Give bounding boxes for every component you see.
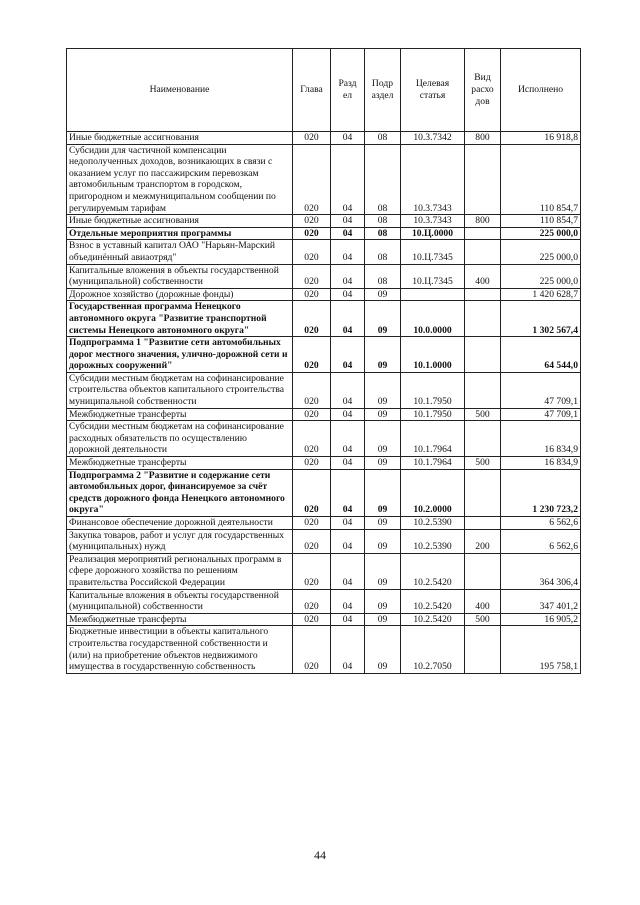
cell-section: 04 (331, 553, 365, 589)
cell-expense-type (465, 144, 501, 215)
cell-chapter: 020 (293, 457, 331, 470)
cell-executed: 1 230 723,2 (501, 469, 581, 516)
cell-target: 10.1.7950 (401, 372, 465, 408)
cell-executed: 225 000,0 (501, 264, 581, 288)
cell-executed: 16 834,9 (501, 457, 581, 470)
cell-expense-type: 200 (465, 529, 501, 553)
cell-section: 04 (331, 264, 365, 288)
table-row (67, 372, 581, 408)
cell-section: 04 (331, 372, 365, 408)
cell-executed: 110 854,7 (501, 215, 581, 228)
cell-subsection: 09 (365, 529, 401, 553)
cell-name: Капитальные вложения в объекты государственной (муниципальной) собственности (67, 589, 293, 613)
cell-name: Межбюджетные трансферты (67, 457, 293, 470)
table-row (67, 264, 581, 288)
cell-executed: 47 709,1 (501, 408, 581, 421)
cell-expense-type: 500 (465, 457, 501, 470)
cell-name: Субсидии для частичной компенсации недополученных доходов, возникающих в связи с оказанием услуг по пассажирским перевозкам автомобильным транспортом в городском, пригородном и межмуниципальном сообщении по регулируемым тарифам (67, 144, 293, 215)
cell-section: 04 (331, 517, 365, 530)
table-header-row (67, 49, 581, 132)
cell-section: 04 (331, 408, 365, 421)
table-row (67, 613, 581, 626)
cell-subsection: 09 (365, 553, 401, 589)
cell-section: 04 (331, 215, 365, 228)
cell-chapter: 020 (293, 626, 331, 673)
cell-expense-type: 800 (465, 215, 501, 228)
header-chapter: Глава (293, 49, 331, 132)
cell-name: Отдельные мероприятия программы (67, 227, 293, 240)
cell-target: 10.2.5390 (401, 529, 465, 553)
cell-executed: 110 854,7 (501, 144, 581, 215)
cell-executed: 225 000,0 (501, 240, 581, 264)
cell-name: Субсидии местным бюджетам на софинансирование расходных обязательств по осуществлению дорожной деятельности (67, 421, 293, 457)
cell-subsection: 08 (365, 240, 401, 264)
table-body (67, 132, 581, 674)
cell-target: 10.3.7343 (401, 144, 465, 215)
cell-expense-type (465, 469, 501, 516)
cell-expense-type (465, 337, 501, 373)
cell-section: 04 (331, 626, 365, 673)
cell-chapter: 020 (293, 589, 331, 613)
cell-section: 04 (331, 144, 365, 215)
cell-target: 10.3.7343 (401, 215, 465, 228)
cell-expense-type (465, 227, 501, 240)
header-expense-type: Вид расхо дов (465, 49, 501, 132)
cell-subsection: 09 (365, 626, 401, 673)
cell-chapter: 020 (293, 337, 331, 373)
table-row (67, 288, 581, 301)
cell-executed: 1 420 628,7 (501, 288, 581, 301)
cell-target: 10.2.0000 (401, 469, 465, 516)
cell-target: 10.1.7950 (401, 408, 465, 421)
budget-execution-table (66, 48, 581, 674)
cell-section: 04 (331, 227, 365, 240)
cell-target: 10.2.5420 (401, 589, 465, 613)
cell-expense-type: 400 (465, 589, 501, 613)
cell-section: 04 (331, 337, 365, 373)
cell-subsection: 08 (365, 144, 401, 215)
cell-section: 04 (331, 613, 365, 626)
cell-name: Бюджетные инвестиции в объекты капитального строительства государственной собственности и (или) на приобретение объектов недвижимого имущества в государственную собственность (67, 626, 293, 673)
cell-target: 10.1.7964 (401, 457, 465, 470)
cell-executed: 64 544,0 (501, 337, 581, 373)
cell-name: Государственная программа Ненецкого автономного округа "Развитие транспортной системы Ненецкого автономного округа" (67, 301, 293, 337)
cell-target: 10.1.0000 (401, 337, 465, 373)
cell-expense-type (465, 301, 501, 337)
header-target: Целевая статья (401, 49, 465, 132)
cell-target: 10.0.0000 (401, 301, 465, 337)
cell-subsection: 09 (365, 613, 401, 626)
cell-chapter: 020 (293, 408, 331, 421)
cell-name: Капитальные вложения в объекты государственной (муниципальной) собственности (67, 264, 293, 288)
cell-expense-type (465, 517, 501, 530)
table-row (67, 517, 581, 530)
cell-subsection: 09 (365, 408, 401, 421)
cell-subsection: 08 (365, 264, 401, 288)
cell-target: 10.Ц.7345 (401, 240, 465, 264)
header-section: Разд ел (331, 49, 365, 132)
cell-section: 04 (331, 469, 365, 516)
cell-target: 10.2.5420 (401, 553, 465, 589)
cell-target: 10.3.7342 (401, 132, 465, 145)
cell-chapter: 020 (293, 469, 331, 516)
cell-section: 04 (331, 529, 365, 553)
cell-subsection: 08 (365, 227, 401, 240)
cell-expense-type: 400 (465, 264, 501, 288)
table-row (67, 529, 581, 553)
page-number: 44 (314, 848, 326, 862)
cell-executed: 6 562,6 (501, 517, 581, 530)
cell-chapter: 020 (293, 144, 331, 215)
cell-section: 04 (331, 301, 365, 337)
cell-expense-type: 500 (465, 613, 501, 626)
cell-expense-type (465, 240, 501, 264)
table-row (67, 469, 581, 516)
cell-section: 04 (331, 288, 365, 301)
cell-executed: 47 709,1 (501, 372, 581, 408)
cell-section: 04 (331, 421, 365, 457)
cell-target: 10.1.7964 (401, 421, 465, 457)
cell-chapter: 020 (293, 227, 331, 240)
cell-name: Подпрограмма 1 "Развитие сети автомобильных дорог местного значения, улично-дорожной сети и дорожных сооружений" (67, 337, 293, 373)
cell-chapter: 020 (293, 215, 331, 228)
cell-subsection: 09 (365, 301, 401, 337)
cell-executed: 1 302 567,4 (501, 301, 581, 337)
cell-chapter: 020 (293, 529, 331, 553)
cell-chapter: 020 (293, 517, 331, 530)
table-row (67, 227, 581, 240)
cell-target: 10.Ц.0000 (401, 227, 465, 240)
cell-name: Межбюджетные трансферты (67, 408, 293, 421)
table-row (67, 337, 581, 373)
cell-target (401, 288, 465, 301)
table-row (67, 626, 581, 673)
cell-subsection: 08 (365, 132, 401, 145)
table-row (67, 408, 581, 421)
cell-section: 04 (331, 132, 365, 145)
cell-target: 10.2.5420 (401, 613, 465, 626)
cell-target: 10.2.7050 (401, 626, 465, 673)
cell-executed: 6 562,6 (501, 529, 581, 553)
cell-expense-type (465, 421, 501, 457)
cell-name: Субсидии местным бюджетам на софинансирование строительства объектов капитального строительства муниципальной собственности (67, 372, 293, 408)
cell-executed: 16 905,2 (501, 613, 581, 626)
cell-name: Иные бюджетные ассигнования (67, 132, 293, 145)
cell-expense-type (465, 626, 501, 673)
table-row (67, 589, 581, 613)
cell-executed: 364 306,4 (501, 553, 581, 589)
cell-name: Взнос в уставный капитал ОАО "Нарьян-Марский объединённый авиаотряд" (67, 240, 293, 264)
cell-expense-type (465, 288, 501, 301)
table-row (67, 457, 581, 470)
cell-chapter: 020 (293, 264, 331, 288)
cell-target: 10.2.5390 (401, 517, 465, 530)
cell-name: Иные бюджетные ассигнования (67, 215, 293, 228)
cell-chapter: 020 (293, 553, 331, 589)
table-row (67, 215, 581, 228)
cell-subsection: 09 (365, 457, 401, 470)
cell-name: Подпрограмма 2 "Развитие и содержание сети автомобильных дорог, финансируемое за счёт средств дорожного фонда Ненецкого автономного округа" (67, 469, 293, 516)
cell-executed: 195 758,1 (501, 626, 581, 673)
cell-expense-type: 500 (465, 408, 501, 421)
header-executed: Исполнено (501, 49, 581, 132)
cell-target: 10.Ц.7345 (401, 264, 465, 288)
cell-name: Финансовое обеспечение дорожной деятельности (67, 517, 293, 530)
cell-executed: 347 401,2 (501, 589, 581, 613)
cell-chapter: 020 (293, 613, 331, 626)
cell-subsection: 09 (365, 517, 401, 530)
cell-name: Межбюджетные трансферты (67, 613, 293, 626)
cell-subsection: 09 (365, 469, 401, 516)
cell-chapter: 020 (293, 301, 331, 337)
table-row (67, 421, 581, 457)
cell-subsection: 09 (365, 589, 401, 613)
cell-chapter: 020 (293, 372, 331, 408)
cell-name: Дорожное хозяйство (дорожные фонды) (67, 288, 293, 301)
cell-subsection: 09 (365, 372, 401, 408)
cell-chapter: 020 (293, 132, 331, 145)
cell-expense-type (465, 372, 501, 408)
cell-executed: 225 000,0 (501, 227, 581, 240)
cell-expense-type: 800 (465, 132, 501, 145)
table-row (67, 132, 581, 145)
cell-name: Реализация мероприятий региональных программ в сфере дорожного хозяйства по решениям правительства Российской Федерации (67, 553, 293, 589)
cell-subsection: 08 (365, 215, 401, 228)
table-row (67, 240, 581, 264)
cell-subsection: 09 (365, 421, 401, 457)
header-name: Наименование (67, 49, 293, 132)
cell-subsection: 09 (365, 337, 401, 373)
cell-expense-type (465, 553, 501, 589)
cell-name: Закупка товаров, работ и услуг для государственных (муниципальных) нужд (67, 529, 293, 553)
cell-subsection: 09 (365, 288, 401, 301)
table-row (67, 301, 581, 337)
table-row (67, 553, 581, 589)
cell-section: 04 (331, 240, 365, 264)
cell-chapter: 020 (293, 288, 331, 301)
cell-chapter: 020 (293, 240, 331, 264)
table-row (67, 144, 581, 215)
header-subsection: Подр аздел (365, 49, 401, 132)
cell-executed: 16 918,8 (501, 132, 581, 145)
cell-section: 04 (331, 457, 365, 470)
cell-executed: 16 834,9 (501, 421, 581, 457)
cell-section: 04 (331, 589, 365, 613)
cell-chapter: 020 (293, 421, 331, 457)
